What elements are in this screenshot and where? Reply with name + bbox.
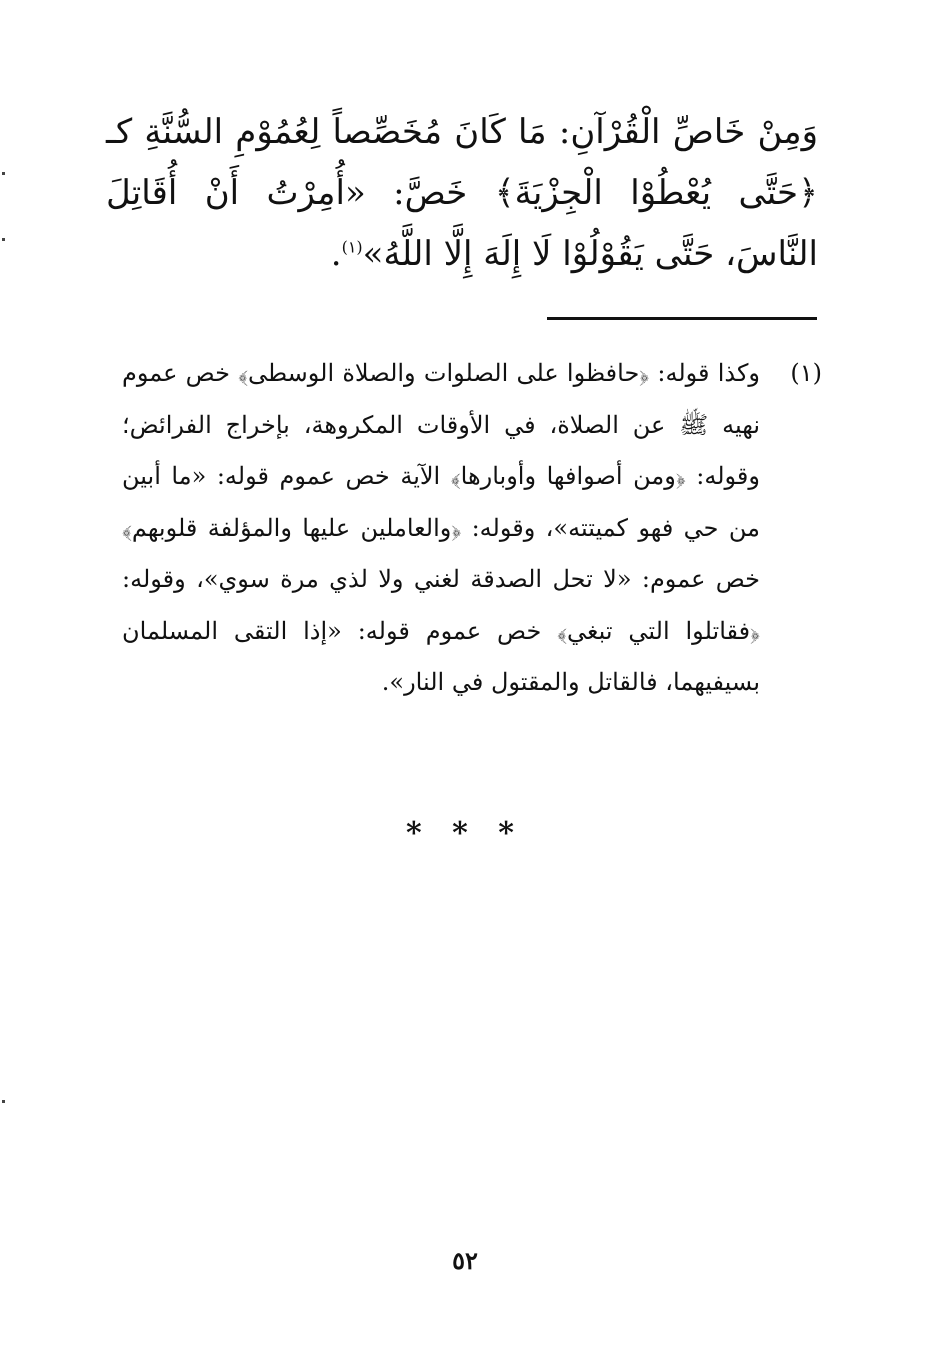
section-separator: * * *: [406, 816, 524, 851]
footnote-reference: (١): [341, 237, 363, 257]
scan-speck: [2, 172, 5, 175]
scan-speck: [2, 238, 5, 241]
footnote-divider: [547, 317, 817, 320]
footnote-number: (١): [790, 359, 822, 387]
main-text: وَمِنْ خَاصِّ الْقُرْآنِ: مَا كَانَ مُخَصِّصاً لِعُمُوْمِ السُّنَّةِ كـ ﴿حَتَّى يُعْطُوْا الْجِزْيَةَ﴾ خَصَّ: «أُمِرْتُ أَنْ أُقَاتِلَ النَّاسَ، حَتَّى يَقُوْلُوْا لَا إِلَهَ إِلَّا اللَّهُ»: [106, 112, 818, 274]
footnote-text: وكذا قوله: ﴿حافظوا على الصلوات والصلاة الوسطى﴾ خص عموم نهيه ﷺ عن الصلاة، في الأوقات المكروهة، بإخراج الفرائض؛ وقوله: ﴿ومن أصوافها وأوبارها﴾ الآية خص عموم قوله: «ما أبين من حي فهو كميتته»، وقوله: ﴿والعاملين عليها والمؤلفة قلوبهم﴾ خص عموم: «لا تحل الصدقة لغني ولا لذي مرة سوي»، وقوله: ﴿فقاتلوا التي تبغي﴾ خص عموم قوله: «إذا التقى المسلمان بسيفيهما، فالقاتل والمقتول في النار».: [122, 359, 760, 696]
main-paragraph: [106, 102, 818, 285]
footnote: [122, 348, 822, 709]
scan-speck: [2, 1100, 5, 1103]
page-number: ٥٢: [452, 1246, 478, 1275]
main-end-punctuation: .: [330, 234, 342, 274]
